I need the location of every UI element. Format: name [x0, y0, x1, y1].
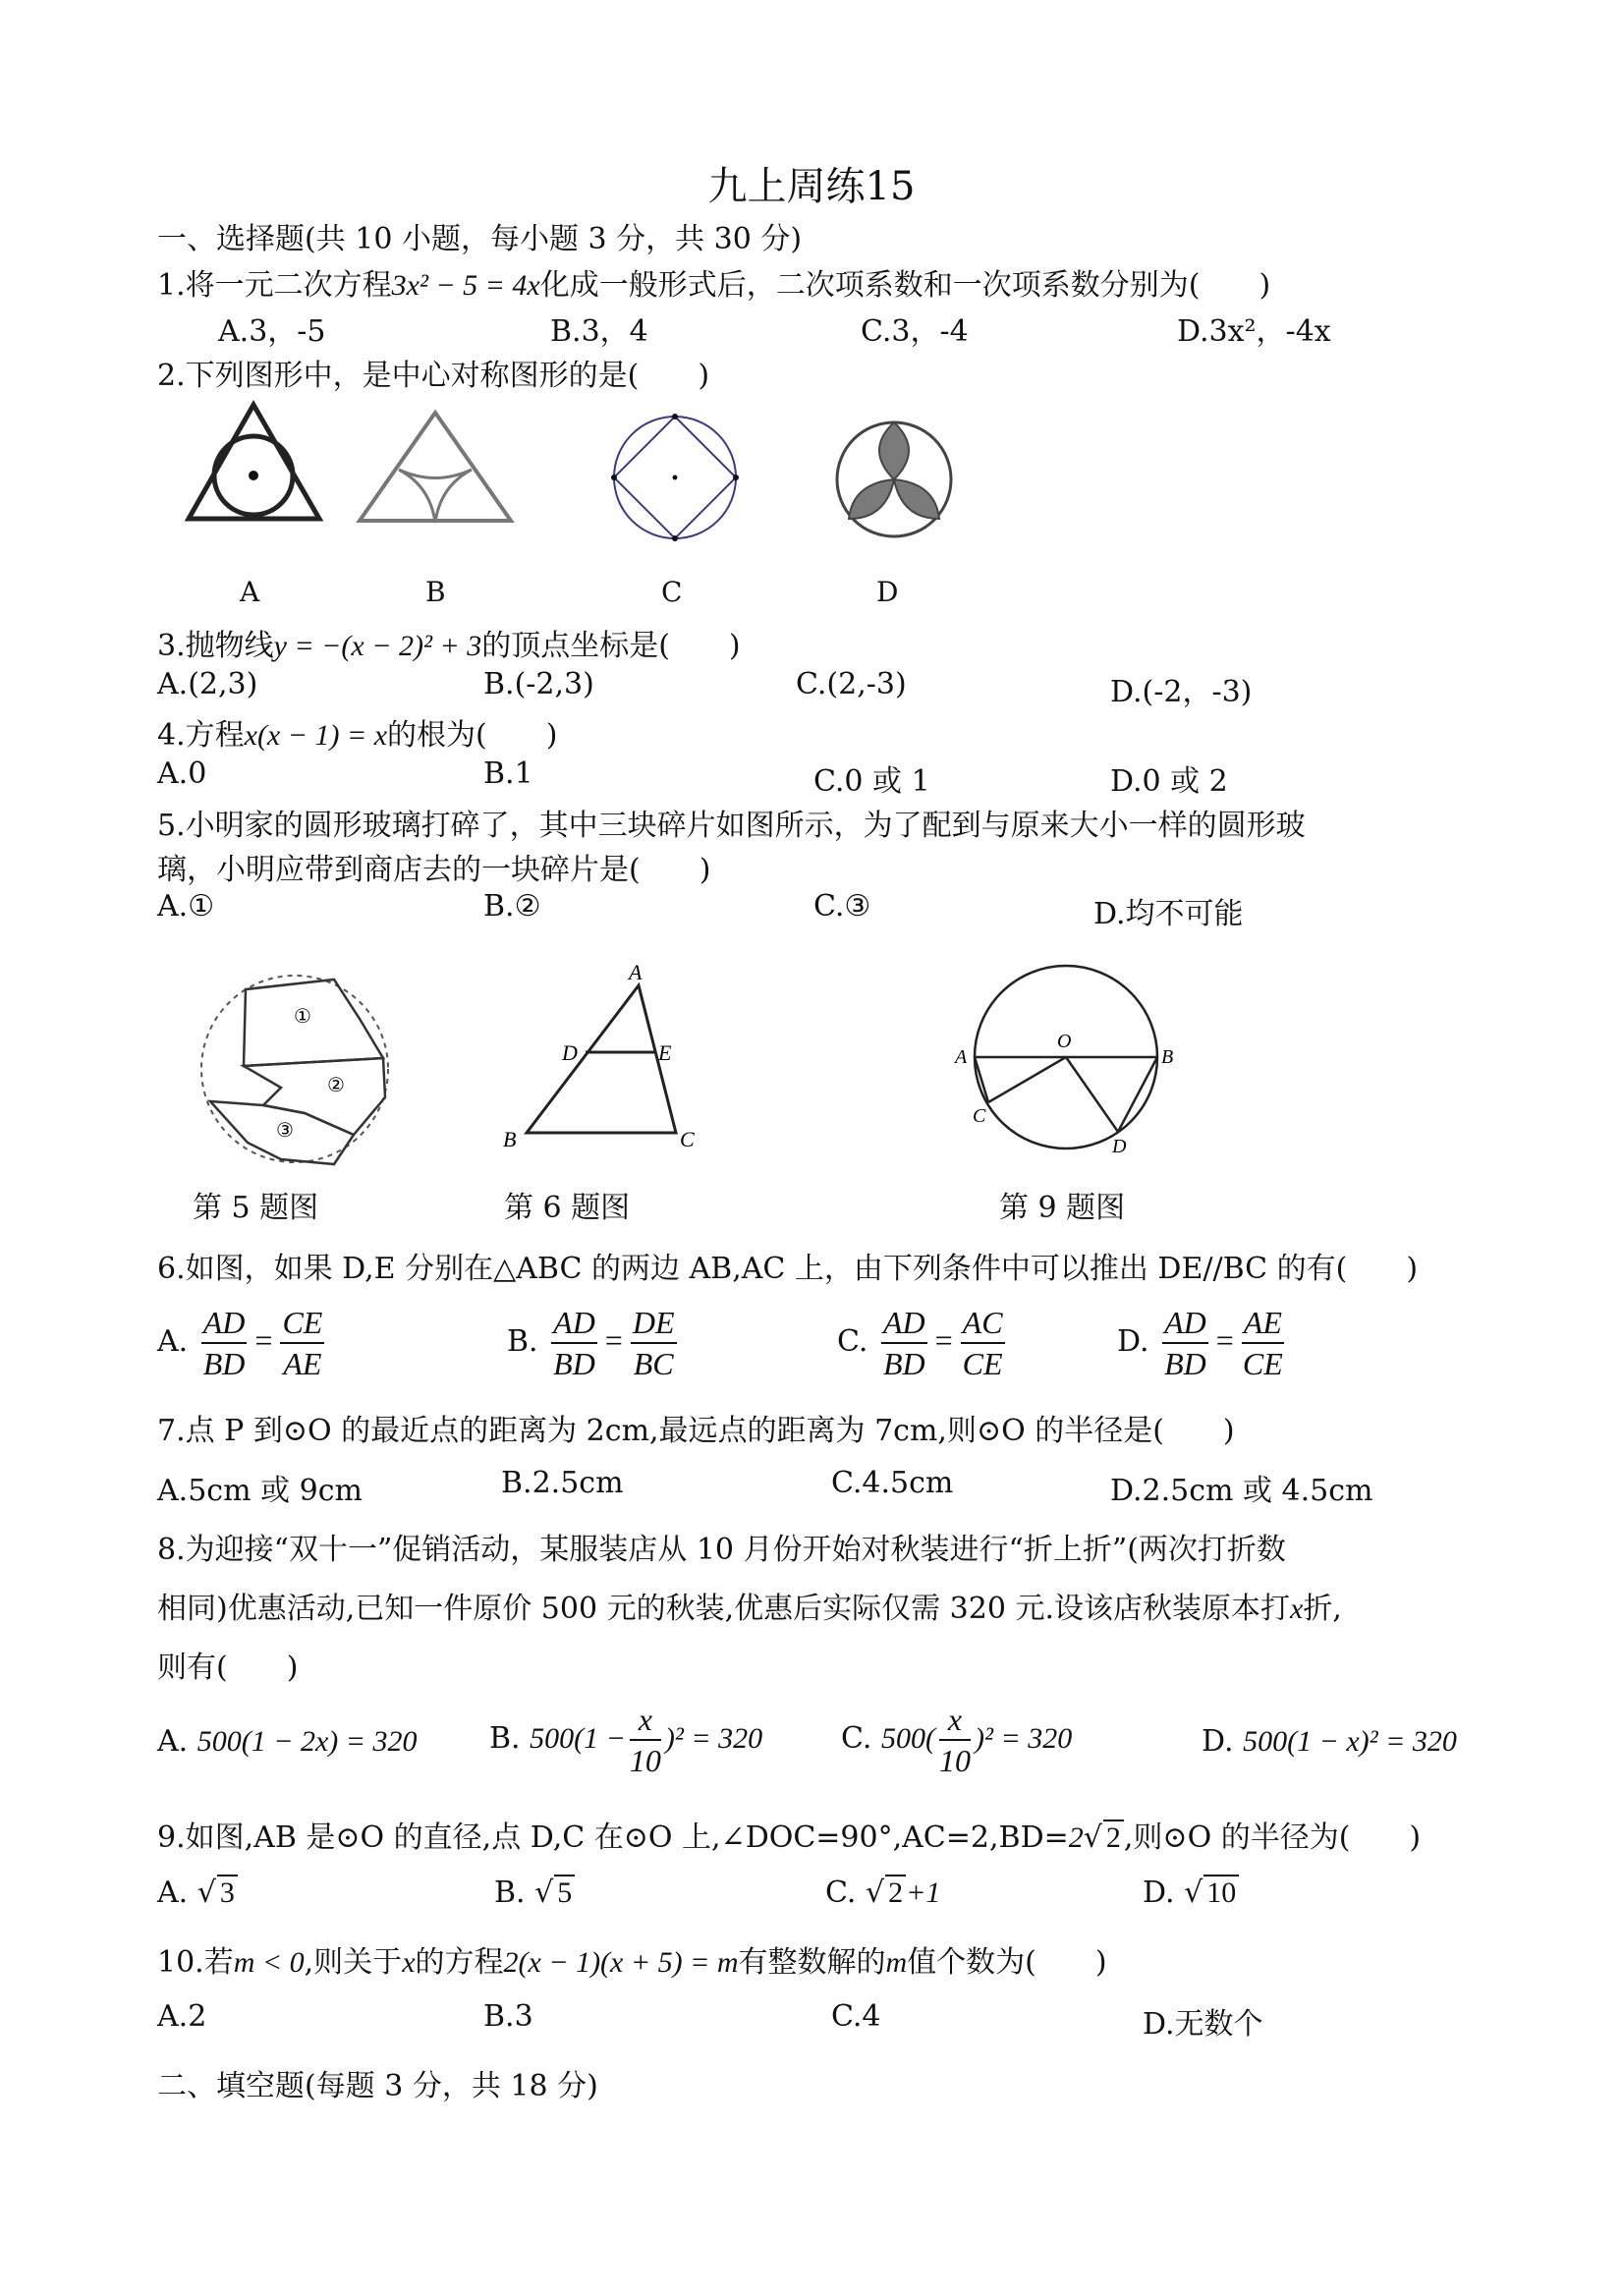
- fig5-caption: 第 5 题图: [193, 1191, 319, 1225]
- q6-d-frac-left: $\frac{AD}{BD}$: [1164, 1305, 1206, 1381]
- q1-option-b: B.3，4: [550, 314, 648, 349]
- q2-label-c: C: [661, 576, 683, 608]
- q7-option-b: B.2.5cm: [501, 1466, 624, 1500]
- fig6-caption: 第 6 题图: [504, 1191, 631, 1225]
- q6-a-frac-left: $\frac{AD}{BD}$: [202, 1305, 246, 1381]
- q9-option-b: B. √ 5: [494, 1875, 575, 1910]
- q8-a-equation: 500(1 − 2x) = 320: [196, 1725, 418, 1758]
- question-7: 7.点 P 到⊙O 的最近点的距离为 2cm,最远点的距离为 7cm,则⊙O 的半径是( ): [157, 1414, 1235, 1448]
- q8-option-d: D. 500(1 − x)² = 320: [1202, 1724, 1457, 1759]
- fig6-point-a: A: [629, 960, 643, 984]
- q6-option-b: B. $\frac{AD}{BD}$ = $\frac{DE}{BC}$: [507, 1305, 675, 1381]
- q2-shape-d: [837, 422, 951, 536]
- fig9-point-o: O: [1057, 1031, 1072, 1052]
- q4-prefix: 4.方程: [157, 718, 245, 753]
- q6-d-label: D.: [1117, 1324, 1149, 1359]
- q2-shape-b: [360, 413, 511, 523]
- q1-option-c: C.3，-4: [861, 314, 969, 349]
- q3-option-d: D.(-2，-3): [1110, 675, 1253, 709]
- q10-option-c: C.4: [831, 1999, 881, 2034]
- fig5-piece-3: ③: [276, 1118, 294, 1142]
- q4-option-a: A.0: [157, 756, 207, 791]
- fig6-point-c: C: [680, 1127, 695, 1151]
- q3-option-b: B.(-2,3): [483, 667, 594, 701]
- q10-option-d: D.无数个: [1143, 2007, 1263, 2042]
- question-8-line-2: [157, 1584, 1342, 1627]
- q8-b-fraction: $\frac{x}{10}$: [629, 1702, 661, 1778]
- question-3: [157, 621, 741, 664]
- q6-option-c: C. $\frac{AD}{BD}$ = $\frac{AC}{CE}$: [837, 1305, 1003, 1381]
- q3-prefix: 3.抛物线: [157, 629, 274, 663]
- q8-d-equation: 500(1 − x)² = 320: [1243, 1725, 1457, 1758]
- question-8-line-3: 则有( ): [157, 1651, 299, 1685]
- q8-line2-end: 折,: [1303, 1592, 1342, 1626]
- q7-option-c: C.4.5cm: [831, 1466, 954, 1500]
- q6-option-a: A. $\frac{AD}{BD}$ = $\frac{CE}{AE}$: [157, 1305, 323, 1381]
- q6-d-frac-right: $\frac{AE}{CE}$: [1242, 1305, 1283, 1381]
- q8-c-fraction: $\frac{x}{10}$: [938, 1702, 971, 1778]
- q1-suffix: 化成一般形式后，二次项系数和一次项系数分别为( ): [539, 268, 1271, 303]
- fig5-piece-1: ①: [294, 1004, 311, 1028]
- q2-shape-a: [189, 405, 319, 519]
- q6-c-frac-right: $\frac{AC}{CE}$: [962, 1305, 1003, 1381]
- q8-option-b: B. 500(1 − $\frac{x}{10}$ )² = 320: [489, 1702, 763, 1778]
- q2-shape-c: [611, 414, 739, 541]
- q4-option-c: C.0 或 1: [813, 764, 930, 799]
- question-4: [157, 710, 557, 754]
- fig9-point-a: A: [955, 1046, 968, 1068]
- fig9-point-c: C: [973, 1105, 986, 1127]
- q4-option-b: B.1: [483, 756, 533, 791]
- fig6-point-b: B: [503, 1127, 517, 1151]
- fig6-point-e: E: [658, 1040, 672, 1065]
- q5-option-a: A.①: [157, 889, 215, 924]
- q3-option-a: A.(2,3): [157, 667, 258, 701]
- q4-equation: x(x − 1) = x: [244, 719, 388, 752]
- q10-option-b: B.3: [483, 1999, 533, 2034]
- q8-option-a: A. 500(1 − 2x) = 320: [157, 1724, 418, 1759]
- q4-option-d: D.0 或 2: [1110, 764, 1228, 799]
- q7-option-a: A.5cm 或 9cm: [157, 1474, 363, 1508]
- q9-option-d: D. √ 10: [1143, 1875, 1239, 1910]
- fig6-point-d: D: [562, 1040, 578, 1065]
- fig5-broken-glass: [187, 968, 403, 1174]
- q6-b-label: B.: [507, 1324, 538, 1359]
- q6-b-frac-left: $\frac{AD}{BD}$: [553, 1305, 595, 1381]
- question-8-line-1: 8.为迎接“双十一”促销活动，某服装店从 10 月份开始对秋装进行“折上折”(两次打折数: [157, 1533, 1286, 1567]
- q3-option-c: C.(2,-3): [796, 667, 907, 701]
- q1-prefix: 1.将一元二次方程: [157, 268, 392, 303]
- fig9-circle: [943, 953, 1189, 1159]
- q2-label-a: A: [240, 576, 260, 608]
- q1-option-a: A.3，-5: [218, 314, 326, 349]
- q1-option-d: D.3x²，-4x: [1177, 314, 1331, 349]
- fig9-point-b: B: [1161, 1046, 1174, 1068]
- q6-a-frac-right: $\frac{CE}{AE}$: [282, 1305, 323, 1381]
- q9-option-a: A. √ 3: [157, 1875, 238, 1910]
- q9-bd-radicand: 2: [1103, 1820, 1124, 1855]
- fig9-caption: 第 9 题图: [999, 1191, 1126, 1225]
- q6-a-label: A.: [157, 1324, 189, 1359]
- question-10: 10.若m < 0,则关于x的方程2(x − 1)(x + 5) = m有整数解的m值个数为( ): [157, 1945, 1107, 1980]
- question-6: 6.如图，如果 D,E 分别在△ABC 的两边 AB,AC 上，由下列条件中可以推出 DE//BC 的有( ): [157, 1252, 1419, 1286]
- q1-equation: 3x² − 5 = 4x: [391, 269, 540, 302]
- q6-option-d: D. $\frac{AD}{BD}$ = $\frac{AE}{CE}$: [1117, 1305, 1283, 1381]
- q4-suffix: 的根为( ): [387, 718, 558, 753]
- question-1: [157, 260, 1270, 304]
- fig5-piece-2: ②: [327, 1073, 345, 1096]
- q8-option-c: C. 500( $\frac{x}{10}$ )² = 320: [841, 1702, 1073, 1778]
- q10-option-a: A.2: [157, 1999, 207, 2034]
- fig9-point-d: D: [1112, 1136, 1127, 1157]
- question-9: 9.如图,AB 是⊙O 的直径,点 D,C 在⊙O 上,∠DOC=90°,AC=2,BD=2√ 2 ,则⊙O 的半径为( ): [157, 1820, 1422, 1855]
- question-5-line-1: 5.小明家的圆形玻璃打碎了，其中三块碎片如图所示，为了配到与原来大小一样的圆形玻: [157, 809, 1306, 843]
- section-2-heading: 二、填空题(每题 3 分，共 18 分): [157, 2069, 598, 2103]
- q6-c-label: C.: [837, 1324, 868, 1359]
- q8-var-x: x: [1289, 1593, 1304, 1625]
- q2-label-d: D: [876, 576, 899, 608]
- q3-suffix: 的顶点坐标是( ): [481, 629, 741, 663]
- q5-option-b: B.②: [483, 889, 541, 924]
- q7-option-d: D.2.5cm 或 4.5cm: [1110, 1474, 1373, 1508]
- q6-c-frac-left: $\frac{AD}{BD}$: [882, 1305, 925, 1381]
- q9-option-c: C. √ 2 +1: [825, 1876, 941, 1910]
- question-5-line-2: 璃，小明应带到商店去的一块碎片是( ): [157, 853, 711, 887]
- q8-line2-text: 相同)优惠活动,已知一件原价 500 元的秋装,优惠后实际仅需 320 元.设该店秋装原本打: [157, 1592, 1290, 1626]
- q5-option-d: D.均不可能: [1093, 897, 1244, 931]
- q2-label-b: B: [425, 576, 446, 608]
- q5-option-c: C.③: [813, 889, 871, 924]
- q2-shapes-figure: [177, 393, 982, 560]
- q6-b-frac-right: $\frac{DE}{BC}$: [632, 1305, 675, 1381]
- page-title: 九上周练15: [707, 164, 916, 209]
- section-1-heading: 一、选择题(共 10 小题，每小题 3 分，共 30 分): [157, 222, 803, 256]
- q3-equation: y = −(x − 2)² + 3: [273, 630, 482, 662]
- question-2: 2.下列图形中，是中心对称图形的是( ): [157, 359, 710, 393]
- fig6-triangle: [491, 958, 717, 1154]
